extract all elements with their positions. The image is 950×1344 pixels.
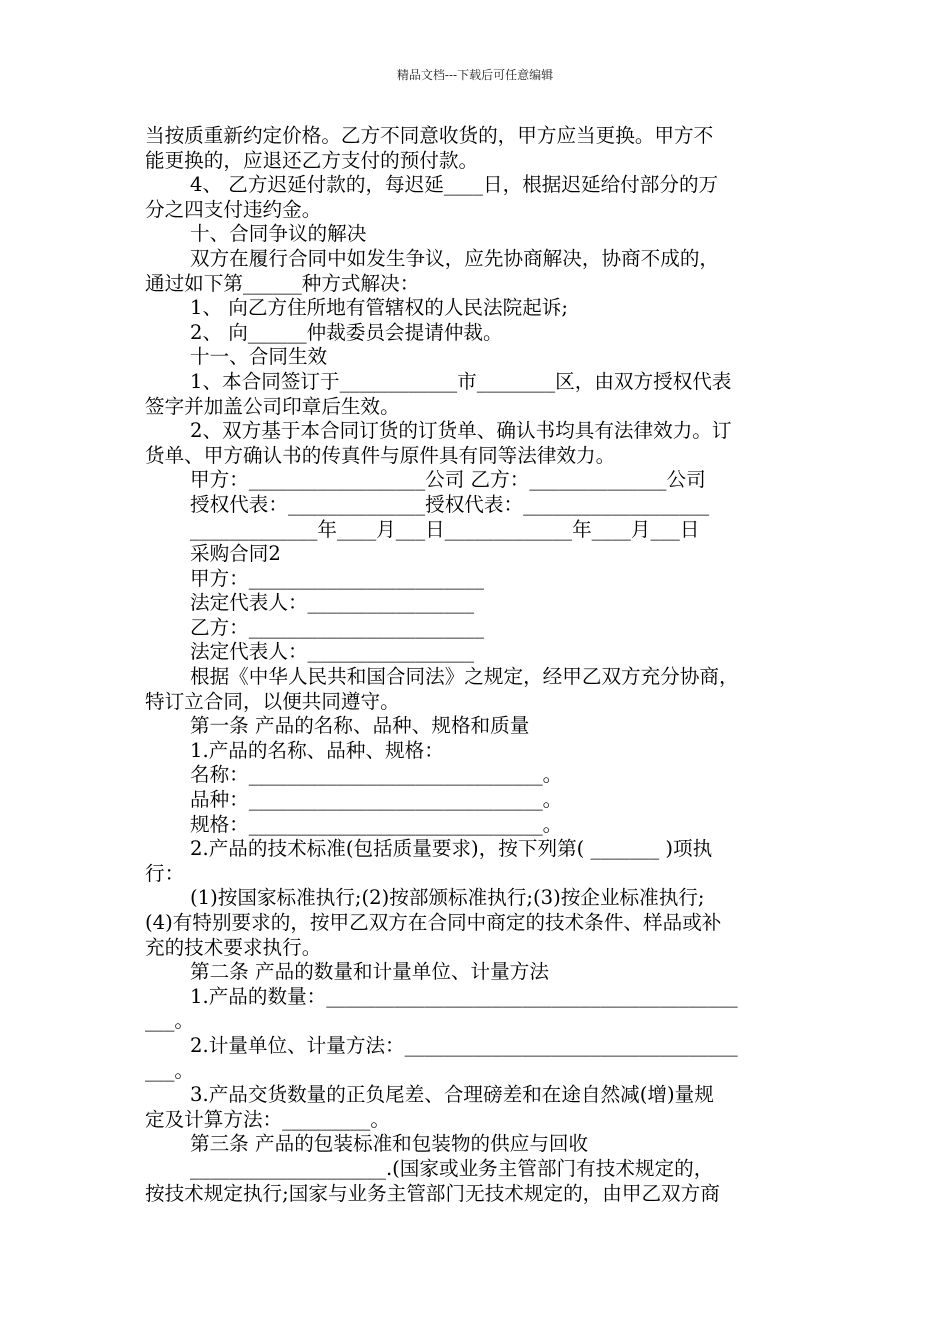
text-line: 能更换的，应退还乙方支付的预付款。: [145, 148, 479, 172]
text-line: ____________________.(国家或业务主管部门有技术规定的，: [190, 1156, 714, 1180]
text-line: 双方在履行合同中如发生争议，应先协商解决，协商不成的，: [190, 246, 720, 270]
text-line: 按技术规定执行;国家与业务主管部门无技术规定的，由甲乙双方商: [145, 1181, 720, 1205]
document-body: [145, 124, 815, 1206]
legal-rep-line: 法定代表人：_________________: [190, 640, 475, 664]
page-header: 精品文档---下载后可任意编辑: [396, 68, 554, 82]
text-line: 通过如下第______种方式解决：: [145, 271, 420, 295]
text-line: 货单、甲方确认书的传真件与原件具有同等法律效力。: [145, 443, 616, 467]
text-line: 1、本合同签订于____________市________区，由双方授权代表: [190, 369, 732, 393]
signature-line: 授权代表：______________授权代表：___________________: [190, 492, 710, 516]
text-line: 1.产品的数量：__________________________________________: [190, 984, 738, 1008]
text-line: 特订立合同，以便共同遵守。: [145, 689, 400, 713]
text-line: (1)按国家标准执行;(2)按部颁标准执行;(3)按企业标准执行;: [190, 886, 705, 910]
text-line: 2.产品的技术标准(包括质量要求)，按下列第( _______ )项执: [190, 837, 713, 861]
variety-field-line: 品种：______________________________。: [190, 788, 563, 812]
text-line: 行：: [145, 861, 185, 885]
document-title: 采购合同2: [190, 542, 281, 566]
name-field-line: 名称：______________________________。: [190, 763, 563, 787]
text-line: 2、 向______仲裁委员会提请仲裁。: [190, 320, 503, 344]
text-line: 定及计算方法：_________。: [145, 1107, 390, 1131]
text-line: 签字并加盖公司印章后生效。: [145, 394, 400, 418]
party-b-line: 乙方：________________________: [190, 615, 484, 639]
text-line: 分之四支付违约金。: [145, 197, 322, 221]
date-line: _____________年____月___日_____________年____月___日: [190, 517, 700, 541]
text-line: 充的技术要求执行。: [145, 935, 322, 959]
signature-line: 甲方：__________________公司 乙方：______________公司: [190, 468, 706, 492]
text-line: 1.产品的名称、品种、规格：: [190, 738, 444, 762]
text-line: 3.产品交货数量的正负尾差、合理磅差和在途自然减(增)量规: [190, 1083, 714, 1107]
legal-rep-line: 法定代表人：_________________: [190, 591, 475, 615]
text-line: (4)有特别要求的，按甲乙双方在合同中商定的技术条件、样品或补: [145, 911, 722, 934]
section-heading: 第一条 产品的名称、品种、规格和质量: [190, 714, 530, 738]
text-line: 根据《中华人民共和国合同法》之规定，经甲乙双方充分协商，: [190, 665, 739, 689]
text-line: 2.计量单位、计量方法：__________________________________: [190, 1033, 738, 1057]
text-line: 4、 乙方迟延付款的，每迟延____日，根据迟延给付部分的万: [190, 173, 719, 197]
section-heading: 十、合同争议的解决: [190, 222, 367, 246]
section-heading: 十一、合同生效: [190, 345, 328, 369]
text-line: 2、双方基于本合同订货的订货单、确认书均具有法律效力。订: [190, 419, 732, 443]
section-heading: 第二条 产品的数量和计量单位、计量方法: [190, 960, 549, 984]
spec-field-line: 规格：______________________________。: [190, 812, 563, 836]
section-heading: 第三条 产品的包装标准和包装物的供应与回收: [190, 1132, 589, 1156]
text-line: ___。: [145, 1009, 194, 1033]
text-line: 当按质重新约定价格。乙方不同意收货的，甲方应当更换。甲方不: [145, 124, 714, 147]
text-line: ___。: [145, 1058, 194, 1082]
text-line: 1、 向乙方住所地有管辖权的人民法院起诉;: [190, 296, 568, 320]
party-a-line: 甲方：________________________: [190, 566, 484, 590]
